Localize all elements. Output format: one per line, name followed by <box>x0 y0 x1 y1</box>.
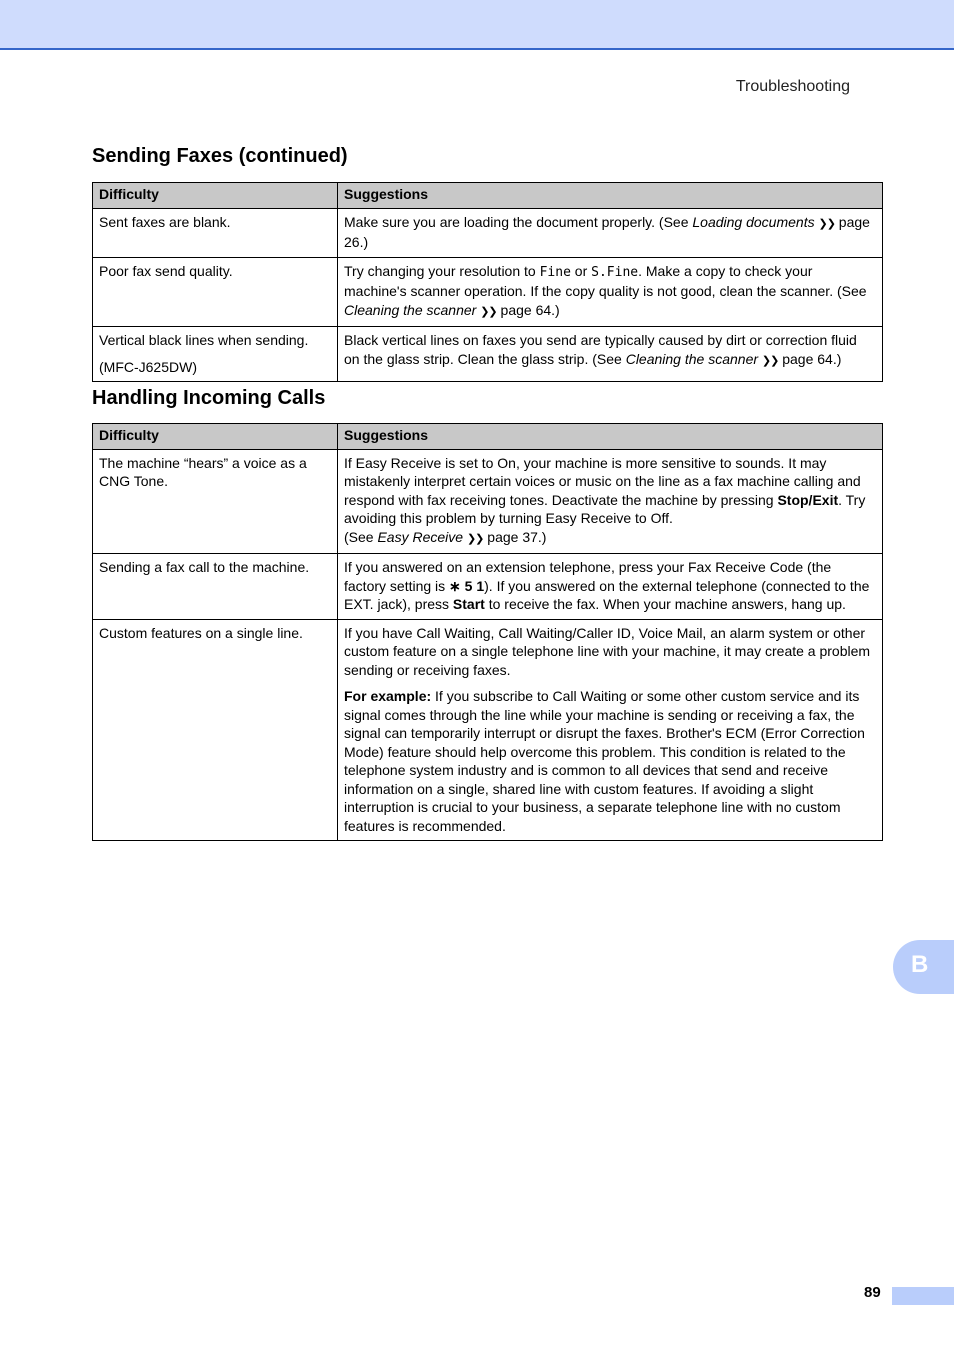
suggestion-text: If you answered on an extension telephone, press your Fax Receive Code (the factory setting is <box>344 559 832 594</box>
table-row <box>93 449 883 554</box>
section-title-incoming: Handling Incoming Calls <box>92 387 326 409</box>
column-header-difficulty: Difficulty <box>93 424 338 450</box>
running-header: Troubleshooting <box>735 78 850 95</box>
column-header-difficulty: Difficulty <box>93 183 338 209</box>
suggestion-text: . Try avoiding this problem by turning Easy Receive to Off. <box>344 491 866 526</box>
chapter-letter: B <box>911 951 929 978</box>
setting-value: S.Fine <box>591 264 639 280</box>
difficulty-cell: The machine “hears” a voice as a CNG Tone. <box>93 449 338 554</box>
suggestion-text: page 37.) <box>483 528 547 545</box>
key-name: Start <box>452 596 485 612</box>
reference-link: Cleaning the scanner <box>625 350 759 367</box>
suggestion-cell <box>338 208 883 257</box>
double-arrow-icon: ❯❯ <box>818 217 835 230</box>
suggestion-cell <box>338 257 883 327</box>
suggestion-paragraph <box>344 454 876 528</box>
table-row <box>93 619 883 841</box>
footer-bar <box>892 1287 954 1305</box>
table-row <box>93 257 883 327</box>
reference-link: Cleaning the scanner <box>344 301 477 318</box>
suggestion-text: to receive the fax. When your machine answers, hang up. <box>484 596 846 612</box>
reference-link: Easy Receive <box>377 528 464 545</box>
suggestion-text: page 26.) <box>344 213 870 250</box>
suggestion-text: Black vertical lines on faxes you send are typically caused by dirt or correction fluid on the glass strip. Clean the glass strip. (See <box>344 332 857 367</box>
suggestion-text: . Make a copy to check your machine's scanner operation. If the copy quality is not good, clean the scanner. (See <box>344 262 867 299</box>
double-arrow-icon: ❯❯ <box>761 354 779 367</box>
difficulty-cell <box>93 327 338 382</box>
suggestion-text: page 64.) <box>778 350 842 367</box>
suggestion-cell <box>338 619 883 841</box>
header-bar <box>0 0 954 50</box>
difficulty-cell: Custom features on a single line. <box>93 619 338 841</box>
difficulty-cell: Sent faxes are blank. <box>93 208 338 257</box>
difficulty-cell: Sending a fax call to the machine. <box>93 554 338 620</box>
suggestion-text: page 64.) <box>496 301 560 318</box>
column-header-suggestions: Suggestions <box>338 183 883 209</box>
difficulty-cell: Poor fax send quality. <box>93 257 338 327</box>
incoming-calls-table <box>92 423 883 841</box>
suggestion-text: If Easy Receive is set to On, your machine is more sensitive to sounds. It may mistakenly interpret certain voices or music on the line as a fax machine calling and respond with fax receiving tones. Deactivate the machine by pressing <box>344 454 861 508</box>
section-title-sending: Sending Faxes (continued) <box>92 145 348 167</box>
sending-faxes-table <box>92 182 883 382</box>
model-note: (MFC-J625DW) <box>99 358 197 375</box>
suggestion-paragraph: If you have Call Waiting, Call Waiting/Caller ID, Voice Mail, an alarm system or other custom feature on a single telephone line with your machine, it may create a problem sending or receiving faxes. <box>344 624 871 678</box>
example-paragraph <box>344 687 876 835</box>
page-number: 89 <box>864 1284 881 1301</box>
suggestion-cell <box>338 449 883 554</box>
table-row <box>93 208 883 257</box>
table-header-row <box>93 183 883 209</box>
table-header-row <box>93 424 883 450</box>
suggestion-text: If you subscribe to Call Waiting or some other custom service and its signal comes through the line while your machine is sending or receiving a fax, the signal can temporarily interrupt or disrupt the faxes. Brother's ECM (Error Correction Mode) feature should help overcome this problem. This condition is related to the telephone system industry and is common to all devices that send and receive information on a single, shared line with custom features. If avoiding a slight interruption is crucial to your business, a separate telephone line with no custom features is recommended. <box>344 688 865 834</box>
double-arrow-icon: ❯❯ <box>480 305 497 318</box>
double-arrow-icon: ❯❯ <box>466 532 484 545</box>
suggestion-cell <box>338 327 883 382</box>
suggestion-cell <box>338 554 883 620</box>
column-header-suggestions: Suggestions <box>338 424 883 450</box>
chapter-tab <box>893 940 954 994</box>
suggestion-text: Try changing your resolution to <box>344 262 540 279</box>
suggestion-text: (See <box>344 528 378 545</box>
key-code: ∗ 5 1 <box>449 577 485 594</box>
suggestion-text: Make sure you are loading the document properly. (See <box>344 213 693 230</box>
key-name: Stop/Exit <box>777 491 839 508</box>
suggestion-text: or <box>570 262 592 279</box>
table-row <box>93 554 883 620</box>
example-label: For example: <box>344 688 432 704</box>
reference-link: Loading documents <box>692 213 815 230</box>
difficulty-text: Vertical black lines when sending. <box>99 332 309 348</box>
suggestion-paragraph <box>344 528 876 549</box>
suggestion-text: ). If you answered on the external telephone (connected to the EXT. jack), press <box>344 577 870 612</box>
setting-value: Fine <box>539 264 571 280</box>
table-row <box>93 327 883 382</box>
